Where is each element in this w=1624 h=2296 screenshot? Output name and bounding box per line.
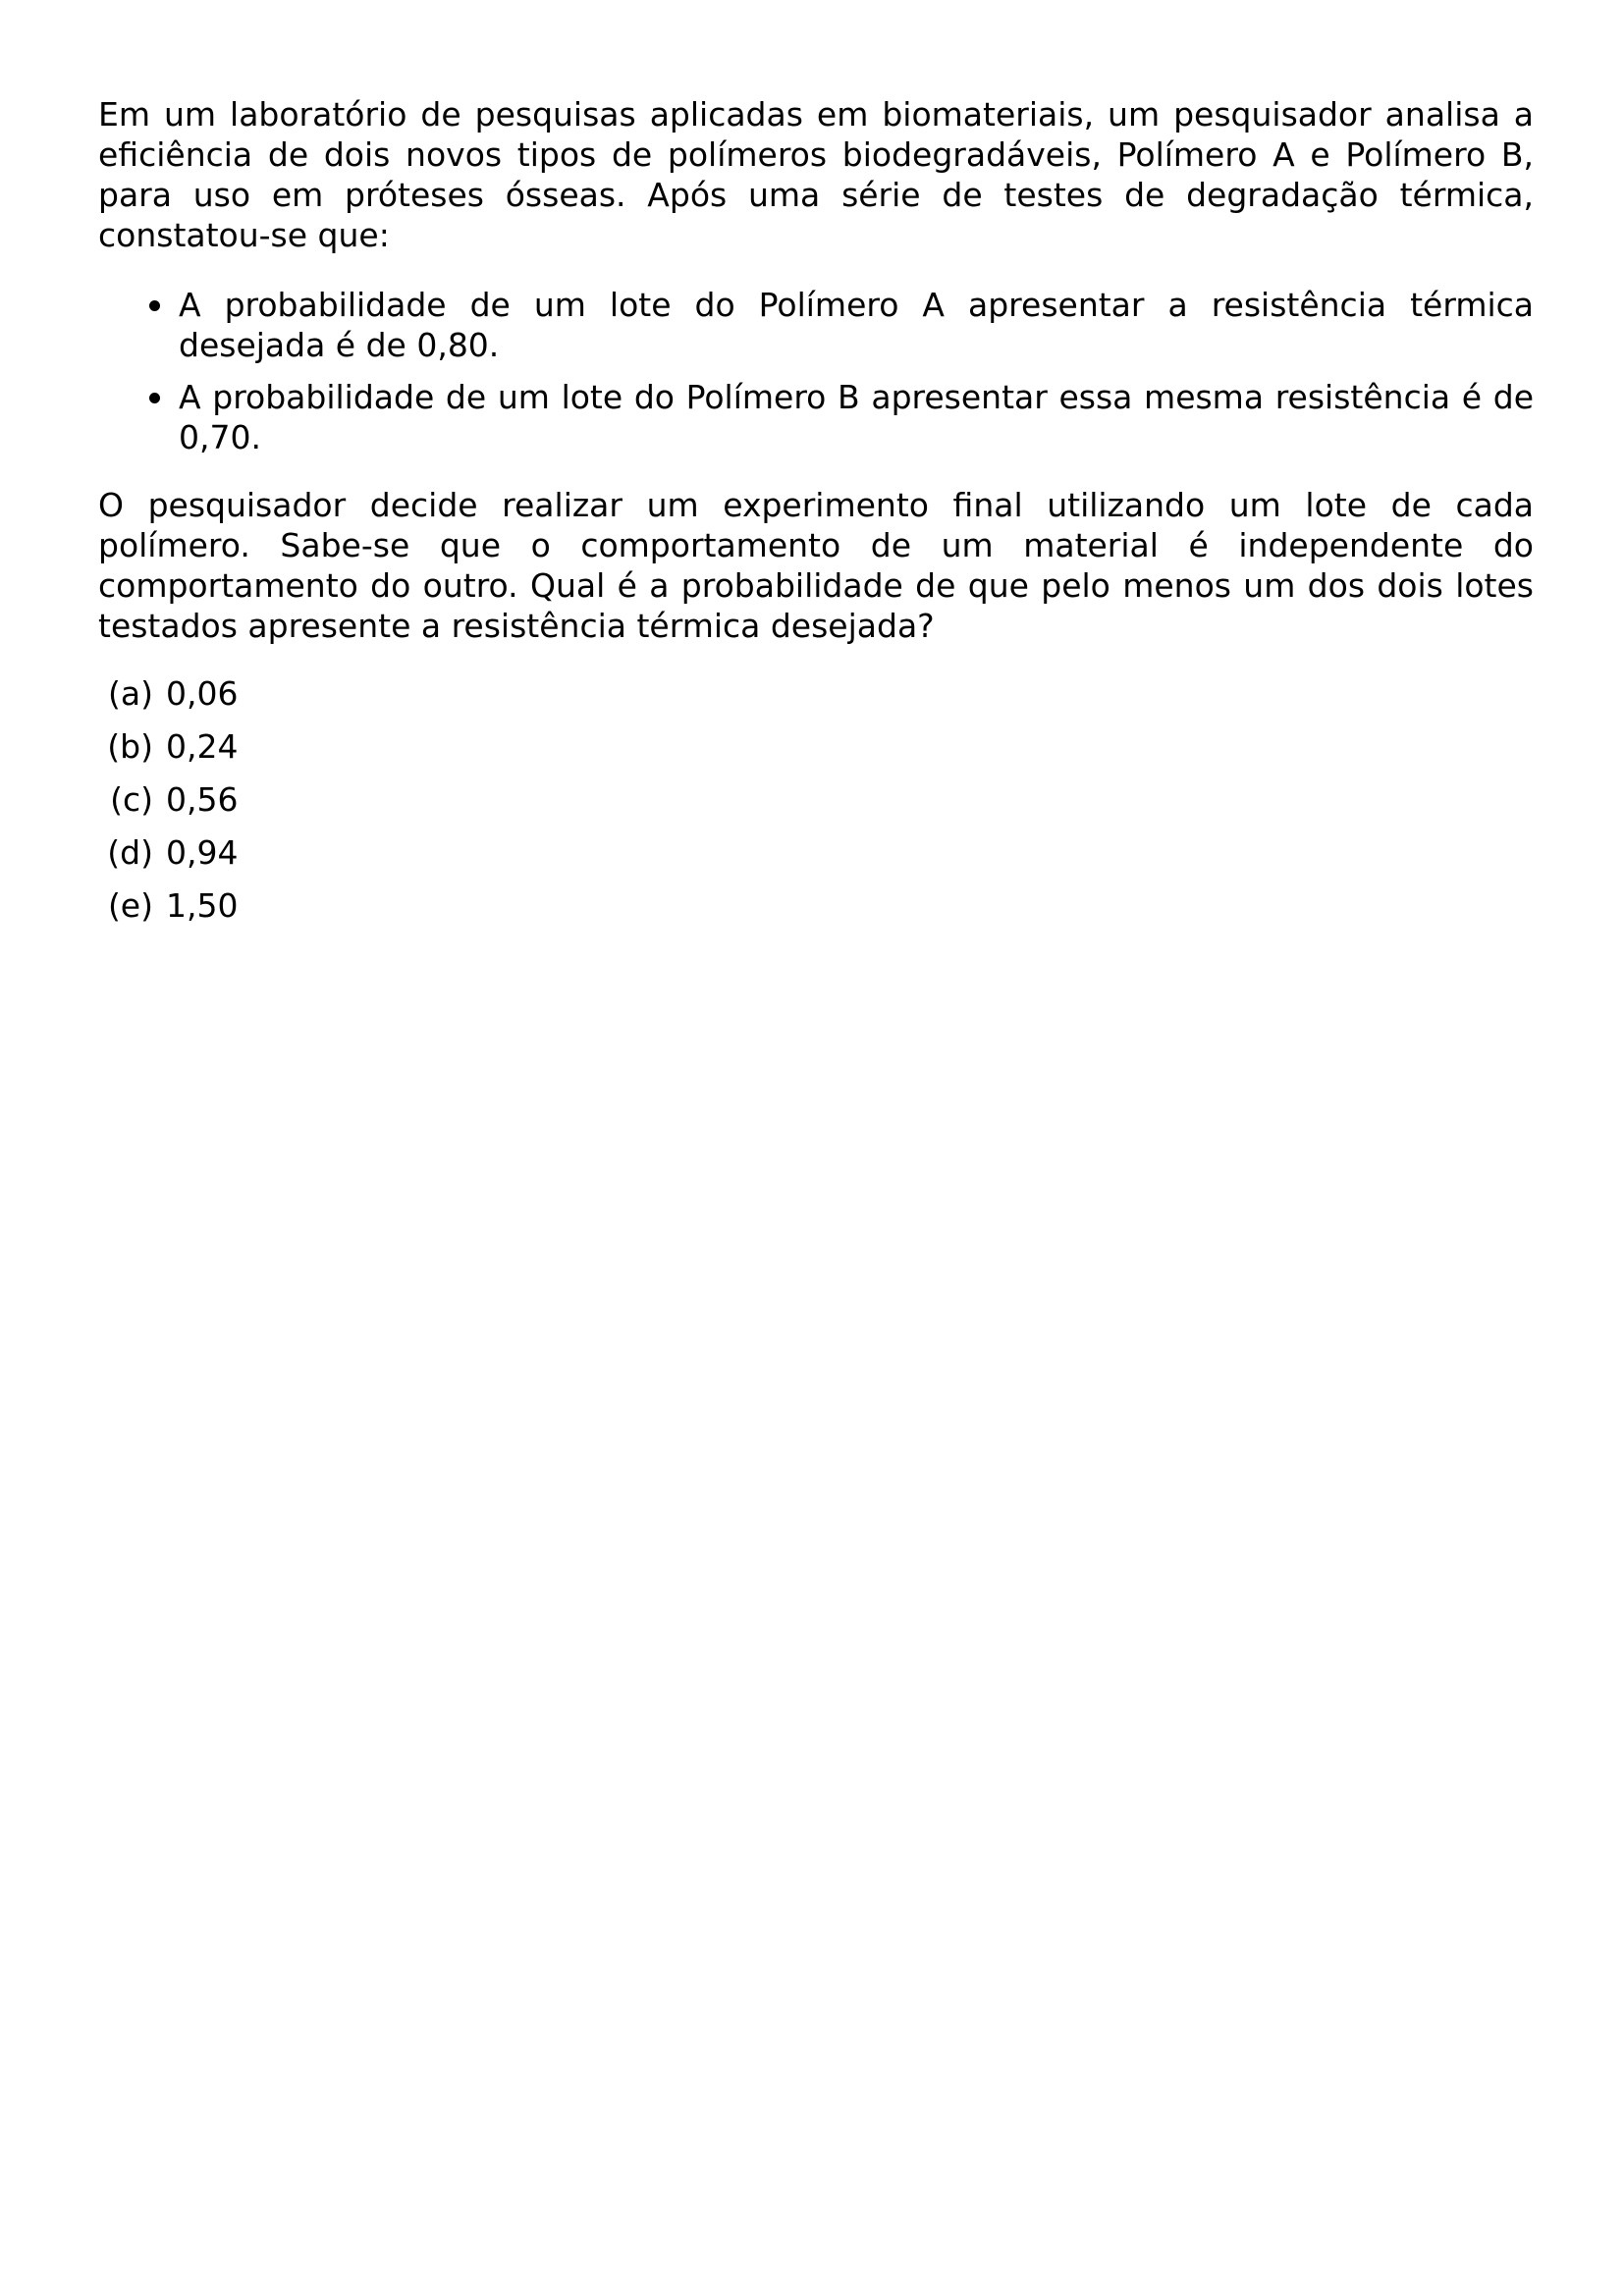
option-letter: (d) bbox=[107, 833, 153, 872]
answer-options bbox=[98, 673, 1534, 926]
option-letter: (a) bbox=[108, 674, 153, 713]
option-value: 0,06 bbox=[166, 674, 239, 713]
option-value: 0,24 bbox=[166, 727, 239, 766]
answer-option-e bbox=[98, 885, 1534, 926]
question-page bbox=[98, 94, 1534, 938]
option-letter: (c) bbox=[110, 780, 153, 819]
condition-item bbox=[179, 285, 1534, 365]
answer-option-d bbox=[98, 832, 1534, 873]
condition-item bbox=[179, 377, 1534, 457]
condition-text: A probabilidade de um lote do Polímero A apresentar a resistência térmica desejada é de 0,80. bbox=[179, 286, 1534, 364]
bullet-icon bbox=[149, 393, 160, 403]
answer-option-c bbox=[98, 779, 1534, 820]
option-value: 0,94 bbox=[166, 833, 239, 872]
answer-option-b bbox=[98, 726, 1534, 767]
answer-option-a bbox=[98, 673, 1534, 714]
question-intro: Em um laboratório de pesquisas aplicadas em biomateriais, um pesquisador analisa a eficiência de dois novos tipos de polímeros biodegradáveis, Polímero A e Polímero B, para uso em próteses ósseas. Após uma série de testes de degradação térmica, constatou-se que: bbox=[98, 95, 1534, 254]
option-value: 1,50 bbox=[166, 886, 239, 925]
option-letter: (b) bbox=[107, 727, 153, 766]
condition-list bbox=[98, 285, 1534, 457]
question-body: O pesquisador decide realizar um experimento final utilizando um lote de cada polímero. Sabe-se que o comportamento de um material é independente do comportamento do outro. Qual é a probabilidade de que pelo menos um dos dois lotes testados apresente a resistência térmica desejada? bbox=[98, 486, 1534, 645]
bullet-icon bbox=[149, 300, 160, 311]
option-letter: (e) bbox=[107, 886, 153, 925]
condition-text: A probabilidade de um lote do Polímero B apresentar essa mesma resistência é de 0,70. bbox=[179, 378, 1534, 456]
option-value: 0,56 bbox=[166, 780, 239, 819]
